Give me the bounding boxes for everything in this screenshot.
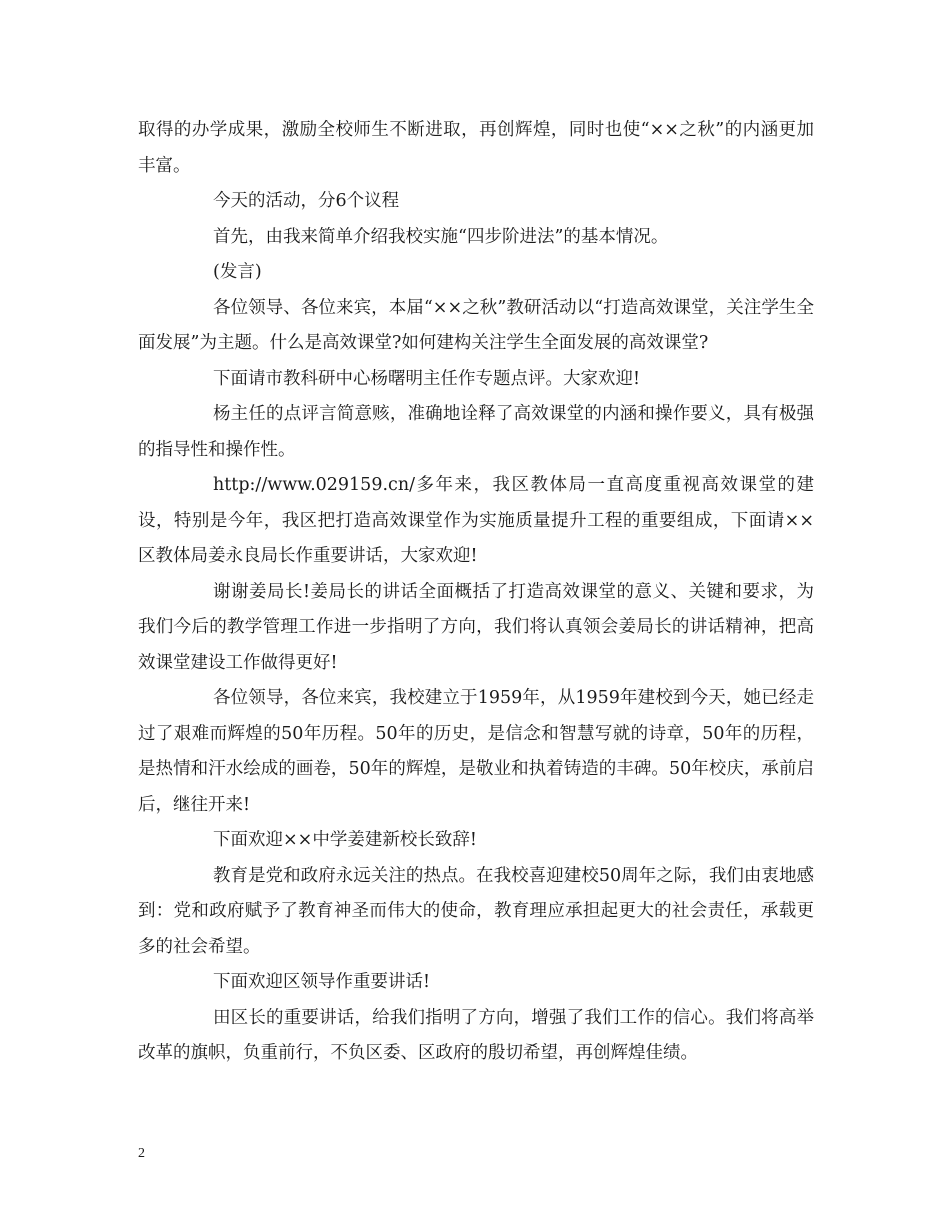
paragraph: 下面请市教科研中心杨曙明主任作专题点评。大家欢迎!	[213, 368, 641, 389]
paragraph: 教育是党和政府永远关注的热点。在我校喜迎建校50周年之际，我们由衷地感到：党和政府赋予了教育神圣而伟大的使命，教育理应承担起更大的社会责任，承载更多的社会希望。	[138, 865, 814, 957]
paragraph: http://www.029159.cn/多年来，我区教体局一直高度重视高效课堂的建设，特别是今年，我区把打造高效课堂作为实施质量提升工程的重要组成，下面请××区教体局姜永良局长作重要讲话，大家欢迎!	[138, 475, 814, 566]
paragraph: 今天的活动，分6个议程	[213, 191, 400, 211]
paragraph: 杨主任的点评言简意赅，准确地诠释了高效课堂的内涵和操作要义，具有极强的指导性和操作性。	[138, 404, 814, 460]
document-body	[138, 113, 814, 1072]
page-number: 2	[138, 1146, 145, 1161]
paragraph: 下面欢迎××中学姜建新校长致辞!	[213, 830, 477, 850]
paragraph: 谢谢姜局长!姜局长的讲话全面概括了打造高效课堂的意义、关键和要求，为我们今后的教学管理工作进一步指明了方向，我们将认真领会姜局长的讲话精神，把高效课堂建设工作做得更好!	[138, 581, 814, 673]
paragraph: (发言)	[213, 262, 262, 282]
paragraph: 各位领导，各位来宾，我校建立于1959年，从1959年建校到今天，她已经走过了艰难而辉煌的50年历程。50年的历史，是信念和智慧写就的诗章，50年的历程，是热情和汗水绘成的画卷，50年的辉煌，是敬业和执着铸造的丰碑。50年校庆，承前启后，继往开来!	[138, 688, 814, 815]
paragraph: 首先，由我来简单介绍我校实施“四步阶进法”的基本情况。	[213, 226, 669, 247]
paragraph: 各位领导、各位来宾，本届“××之秋”教研活动以“打造高效课堂，关注学生全面发展”为主题。什么是高效课堂?如何建构关注学生全面发展的高效课堂?	[138, 297, 814, 353]
paragraph: 取得的办学成果，激励全校师生不断进取，再创辉煌，同时也使“××之秋”的内涵更加丰富。	[138, 120, 814, 176]
paragraph: 田区长的重要讲话，给我们指明了方向，增强了我们工作的信心。我们将高举改革的旗帜，负重前行，不负区委、区政府的殷切希望，再创辉煌佳绩。	[138, 1007, 814, 1063]
paragraph: 下面欢迎区领导作重要讲话!	[213, 972, 431, 992]
